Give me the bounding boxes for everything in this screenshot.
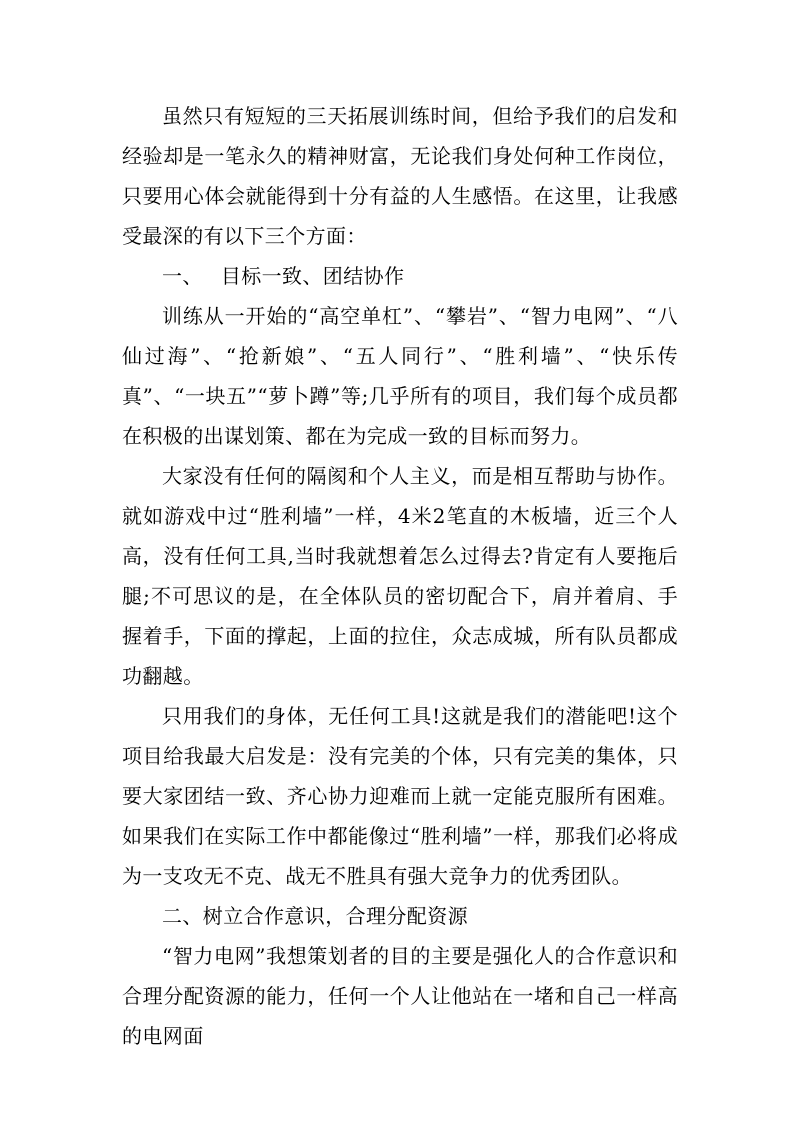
section-title-1: 目标一致、团结协作 [220,264,405,288]
section-number-1: 一、 [162,264,203,288]
paragraph-inspiration: 只用我们的身体，无任何工具!这就是我们的潜能吧!这个项目给我最大启发是：没有完美的个体，只有完美的集体，只要大家团结一致、齐心协力迎难而上就一定能克服所有困难。如果我们在实际工作中都能像过“胜利墙”一样，那我们必将成为一支攻无不克、战无不胜具有强大竞争力的优秀团队。 [122,704,678,888]
section-heading-2: 二、树立合作意识，合理分配资源 [162,904,468,928]
section-heading-1 [122,256,678,296]
paragraph-victory-wall: 大家没有任何的隔阂和个人主义，而是相互帮助与协作。就如游戏中过“胜利墙”一样，4米2笔直的木板墙，近三个人高，没有任何工具,当时我就想着怎么过得去?肯定有人要拖后腿;不可思议的是，在全体队员的密切配合下，肩并着肩、手握着手，下面的撑起，上面的拉住，众志成城，所有队员都成功翻越。 [122,464,678,688]
paragraph-smart-grid: “智力电网”我想策划者的目的主要是强化人的合作意识和合理分配资源的能力，任何一个人让他站在一堵和自己一样高的电网面 [122,944,678,1048]
paragraph-intro: 虽然只有短短的三天拓展训练时间，但给予我们的启发和经验却是一笔永久的精神财富，无论我们身处何种工作岗位，只要用心体会就能得到十分有益的人生感悟。在这里，让我感受最深的有以下三个方面： [122,104,678,248]
document-body [122,96,678,1056]
paragraph-training-items: 训练从一开始的“高空单杠”、“攀岩”、“智力电网”、“八仙过海”、“抢新娘”、“五人同行”、“胜利墙”、“快乐传真”、“一块五”“萝卜蹲”等;几乎所有的项目，我们每个成员都在积极的出谋划策、都在为完成一致的目标而努力。 [122,304,678,448]
